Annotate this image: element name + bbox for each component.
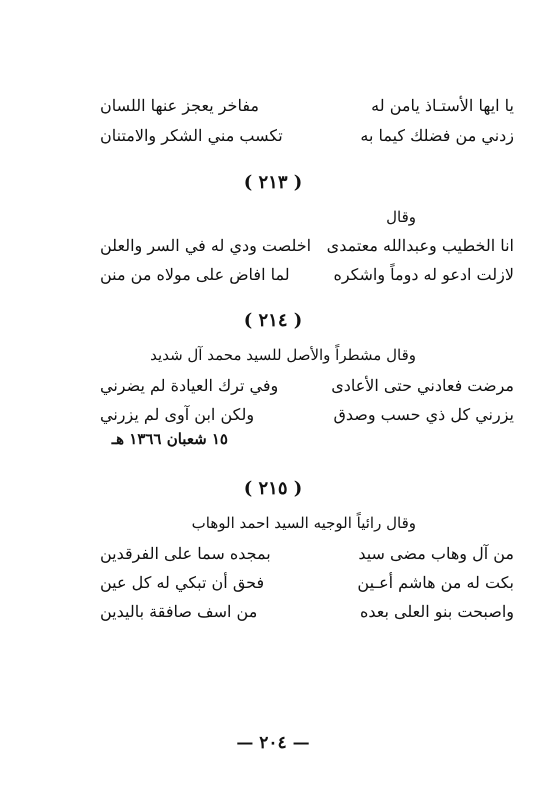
second-hemistich: لما افاض على مولاه من منن xyxy=(100,264,290,284)
second-hemistich: وفي ترك العيادة لم يضرني xyxy=(100,375,279,395)
poem-intro: وقال مشطراً والأصل للسيد محمد آل شديد xyxy=(150,346,416,364)
verse-line xyxy=(100,261,514,287)
second-hemistich: من اسف صافقة باليدين xyxy=(100,601,258,621)
verse-line xyxy=(100,401,514,427)
poem-intro: وقال رائياً الوجيه السيد احمد الوهاب xyxy=(191,514,416,532)
first-hemistich: واصبحت بنو العلى بعده xyxy=(359,601,514,621)
verse-line xyxy=(100,372,514,398)
second-hemistich: بمجده سما على الفرقدين xyxy=(100,543,271,563)
verse-line xyxy=(100,540,514,566)
first-hemistich: من آل وهاب مضى سيد xyxy=(358,543,514,563)
first-hemistich: زدني من فضلك كيما به xyxy=(360,125,514,145)
page-number: — ٢٠٤ — xyxy=(236,733,310,753)
second-hemistich: مفاخر يعجز عنها اللسان xyxy=(100,95,259,115)
first-hemistich: يزرني كل ذي حسب وصدق xyxy=(333,404,514,424)
second-hemistich: فحق أن تبكي له كل عين xyxy=(100,572,265,592)
poem-number: ( ٢١٣ ) xyxy=(243,172,303,193)
second-hemistich: تكسب مني الشكر والامتنان xyxy=(100,125,283,145)
verse-line xyxy=(100,569,514,595)
verse-line xyxy=(100,122,514,148)
verse-line xyxy=(100,92,514,118)
first-hemistich: لازلت ادعو له دوماً واشكره xyxy=(333,264,514,284)
verse-line xyxy=(100,598,514,624)
date-line: ١٥ شعبان ١٣٦٦ هـ xyxy=(111,430,228,448)
first-hemistich: مرضت فعادني حتى الأعادى xyxy=(331,375,514,395)
first-hemistich: يا ايها الأستـاذ يامن له xyxy=(371,95,514,115)
second-hemistich: اخلصت ودي له في السر والعلن xyxy=(100,235,312,255)
first-hemistich: انا الخطيب وعبدالله معتمدى xyxy=(326,235,514,255)
poem-number: ( ٢١٤ ) xyxy=(243,310,303,331)
poem-number: ( ٢١٥ ) xyxy=(243,478,303,499)
verse-line xyxy=(100,232,514,258)
first-hemistich: بكت له من هاشم أعـين xyxy=(357,572,514,592)
poem-intro: وقال xyxy=(386,208,416,226)
second-hemistich: ولكن ابن آوى لم يزرني xyxy=(100,404,255,424)
